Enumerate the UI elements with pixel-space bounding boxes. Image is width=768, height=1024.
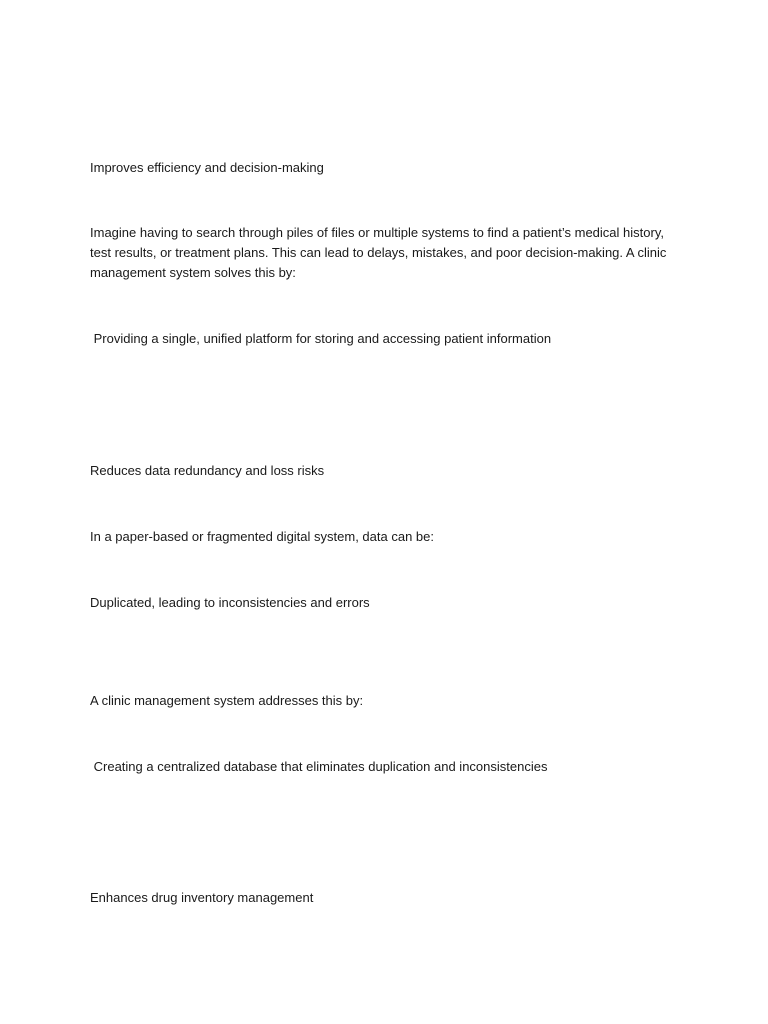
paragraph-search-problem: Imagine having to search through piles of files or multiple systems to find a patient’s medical history, test results, or treatment plans. This can lead to delays, mistakes, and poor decision-making. A clinic management system solves this by: — [90, 225, 670, 280]
paragraph-duplicated: Duplicated, leading to inconsistencies and errors — [90, 595, 370, 610]
paragraph-centralized-database: Creating a centralized database that eliminates duplication and inconsistencies — [90, 759, 548, 774]
heading-redundancy: Reduces data redundancy and loss risks — [90, 463, 325, 478]
heading-drug-inventory: Enhances drug inventory management — [90, 890, 314, 905]
paragraph-addresses: A clinic management system addresses this by: — [90, 693, 364, 708]
heading-efficiency: Improves efficiency and decision-making — [90, 160, 324, 175]
paragraph-paper-based: In a paper-based or fragmented digital system, data can be: — [90, 529, 434, 544]
paragraph-unified-platform: Providing a single, unified platform for storing and accessing patient information — [90, 331, 552, 346]
